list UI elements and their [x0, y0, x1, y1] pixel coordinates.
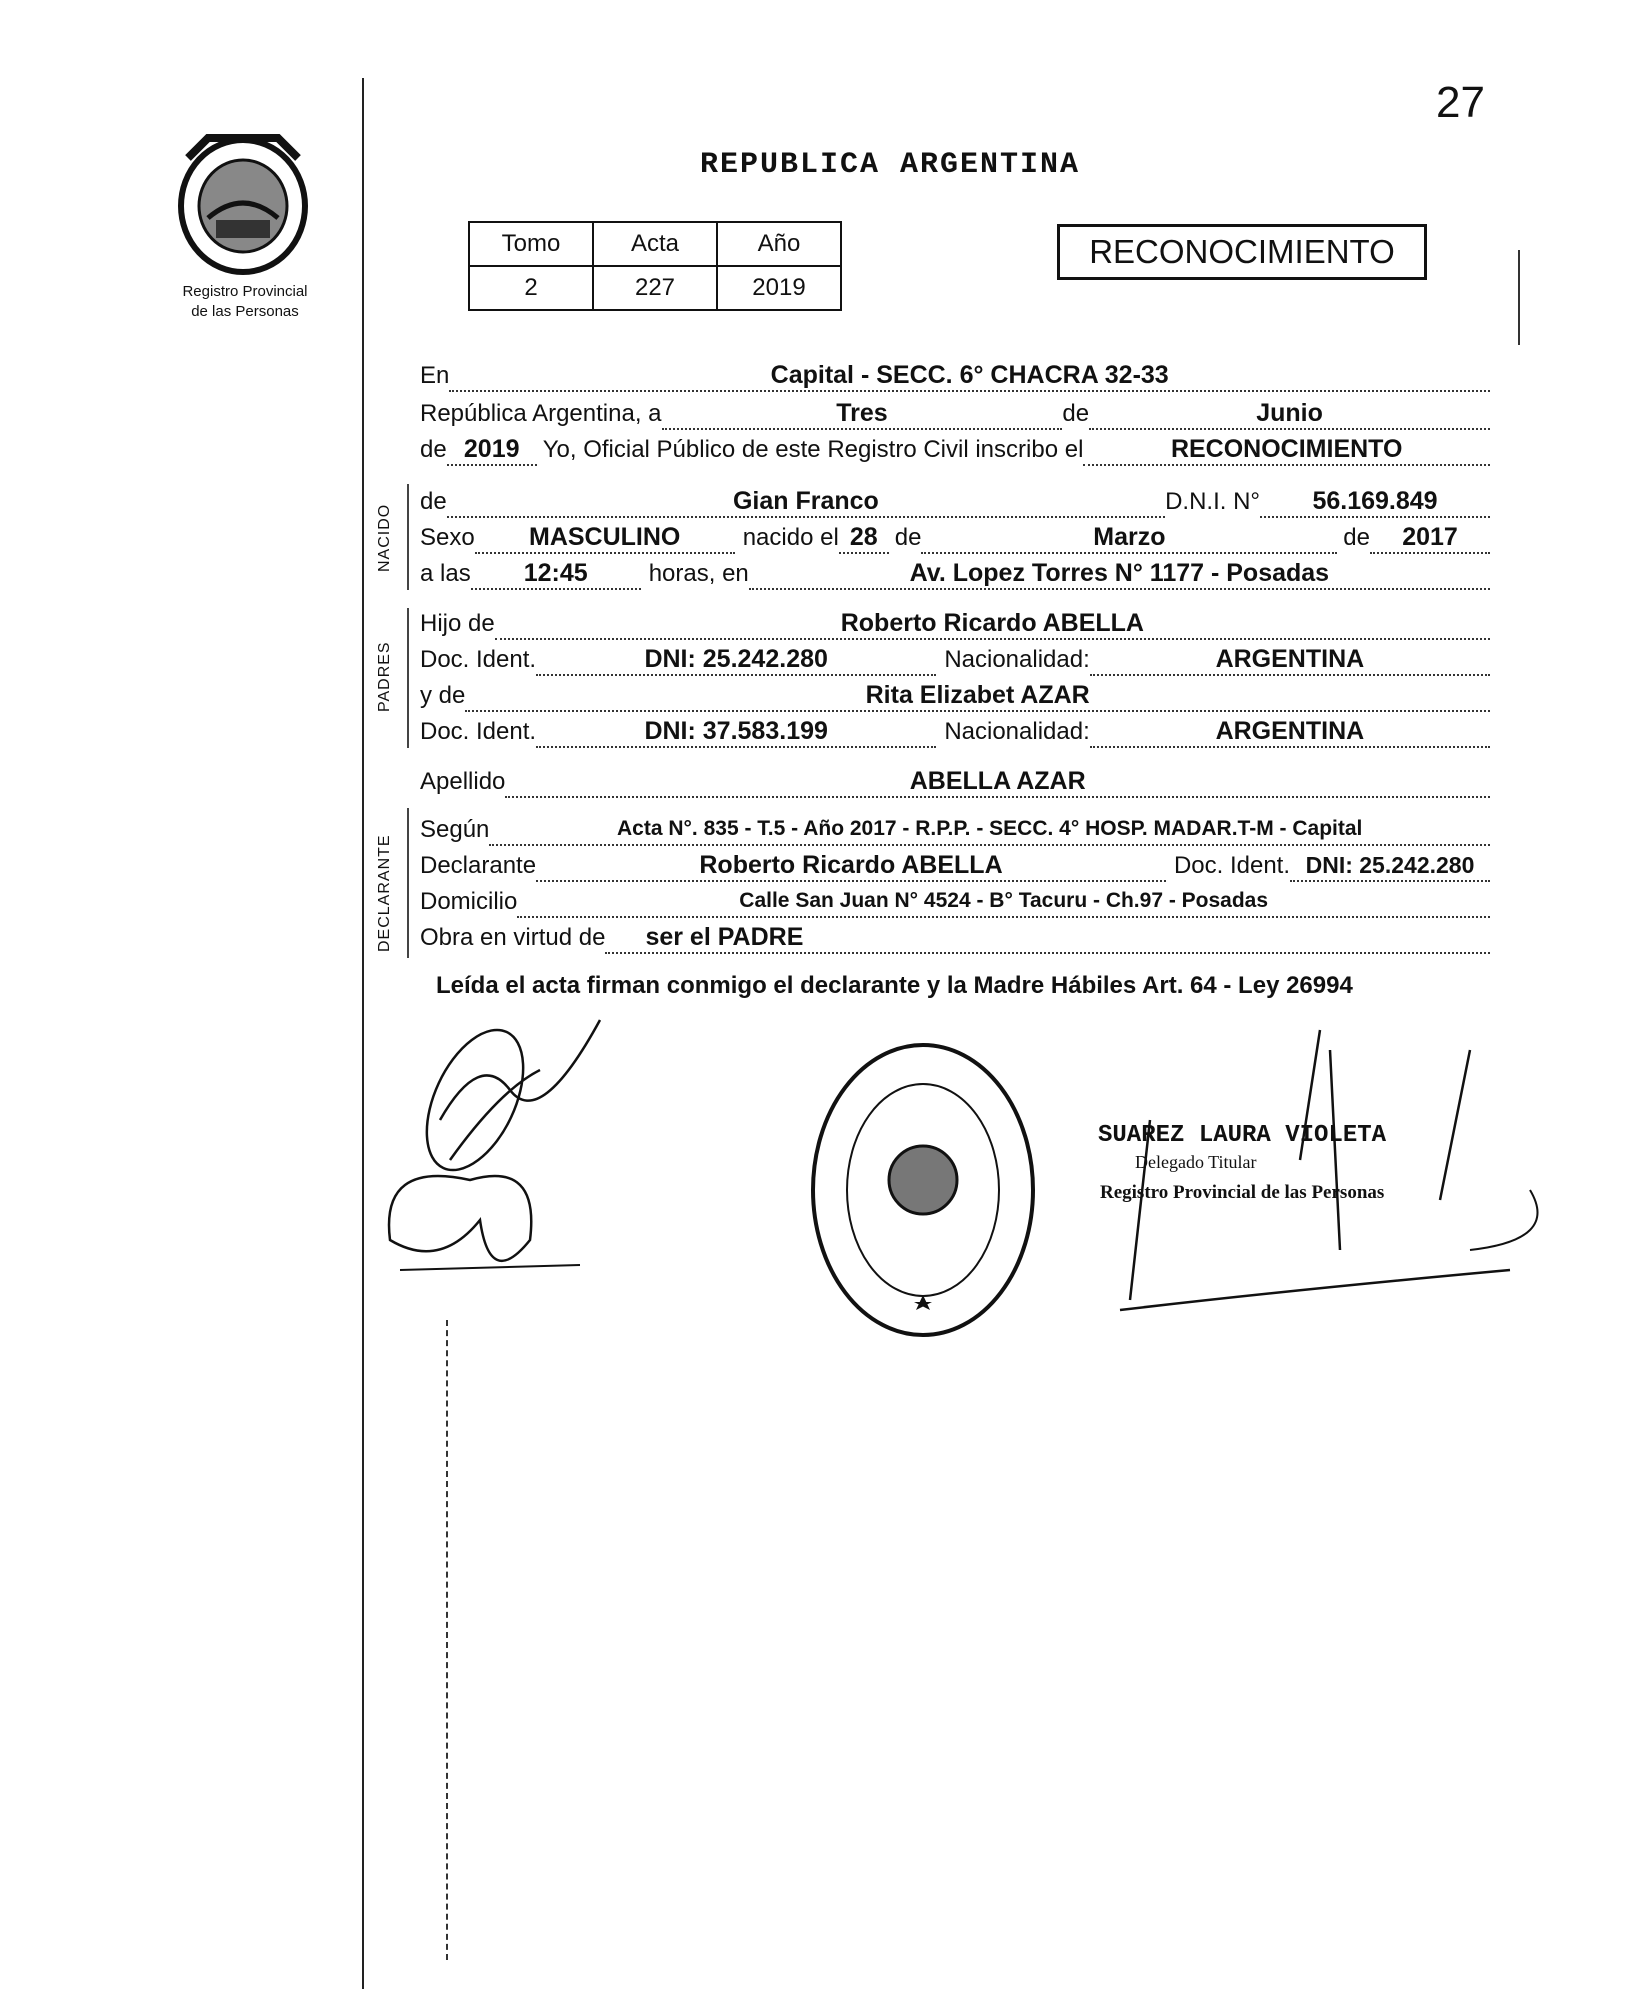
father-doc-value: DNI: 25.242.280: [536, 646, 936, 676]
en-value: Capital - SECC. 6° CHACRA 32-33: [449, 362, 1490, 392]
province-logo: [168, 128, 318, 278]
officer-role: Delegado Titular: [1135, 1152, 1257, 1172]
row-father-doc: [420, 644, 1490, 676]
yde-label: y de: [420, 682, 466, 709]
value-tomo: 2: [469, 266, 593, 310]
obra-value: ser el PADRE: [605, 924, 1490, 954]
declarant-signature: [380, 1010, 680, 1290]
segun-label: Según: [420, 816, 490, 843]
sexo-value: MASCULINO: [475, 524, 735, 554]
time-value: 12:45: [471, 560, 641, 590]
row-declarante: [420, 850, 1490, 882]
page-number: 27: [1436, 78, 1485, 127]
de-label: de: [1062, 400, 1090, 427]
value-ano: 2019: [717, 266, 841, 310]
row-father: [420, 608, 1490, 640]
margin-dashed-line: [446, 1320, 449, 1960]
declarante-doc-label: Doc. Ident.: [1173, 852, 1290, 879]
mother-nat-value: ARGENTINA: [1090, 718, 1490, 748]
officer-office: Registro Provincial de las Personas: [1100, 1182, 1385, 1203]
alas-label: a las: [420, 560, 471, 587]
side-label-nacido: NACIDO: [376, 503, 393, 572]
record-table: [468, 221, 842, 311]
header-ano: Año: [717, 222, 841, 266]
right-edge-line: [1518, 250, 1520, 345]
header-tomo: Tomo: [469, 222, 593, 266]
name-value: Gian Franco: [447, 488, 1165, 518]
segun-value: Acta N°. 835 - T.5 - Año 2017 - R.P.P. - SECC. 4° HOSP. MADAR.T-M - Capital: [489, 816, 1490, 846]
dni-label: D.N.I. N°: [1165, 488, 1260, 515]
row-mother: [420, 680, 1490, 712]
row-mother-doc: [420, 716, 1490, 748]
value-acta: 227: [593, 266, 717, 310]
apellido-label: Apellido: [420, 768, 506, 795]
de3-label: de: [420, 488, 447, 515]
row-sexo: [420, 522, 1490, 554]
de4-label: de: [894, 524, 922, 551]
day-value: Tres: [662, 400, 1063, 430]
month-value: Junio: [1089, 400, 1490, 430]
record-type-box: RECONOCIMIENTO: [1057, 224, 1427, 280]
row-domicilio: [420, 886, 1490, 918]
rep-label: República Argentina, a: [420, 400, 662, 427]
row-year: [420, 434, 1490, 466]
row-time: [420, 558, 1490, 590]
row-en: [420, 360, 1490, 392]
registry-name: [150, 282, 340, 322]
row-obra: [420, 922, 1490, 954]
father-doc-label: Doc. Ident.: [420, 646, 537, 673]
mother-value: Rita Elizabet AZAR: [465, 682, 1490, 712]
official-seal: [808, 1040, 1038, 1340]
place-value: Av. Lopez Torres N° 1177 - Posadas: [749, 560, 1490, 590]
registry-line2: de las Personas: [191, 303, 299, 320]
domicilio-label: Domicilio: [420, 888, 518, 915]
en-label: En: [420, 362, 450, 389]
declarante-doc-value: DNI: 25.242.280: [1290, 852, 1490, 882]
domicilio-value: Calle San Juan N° 4524 - B° Tacuru - Ch.97 - Posadas: [517, 888, 1490, 918]
declarante-label: Declarante: [420, 852, 537, 879]
year-value: 2019: [447, 436, 537, 466]
officer-name: SUAREZ LAURA VIOLETA: [1098, 1122, 1387, 1149]
horas-label: horas, en: [648, 560, 749, 587]
reading-statement: Leída el acta firman conmigo el declarante y la Madre Hábiles Art. 64 - Ley 26994: [436, 972, 1353, 999]
declarante-bracket: [407, 808, 409, 958]
row-name: [420, 486, 1490, 518]
padres-bracket: [407, 608, 409, 748]
row-apellido: [420, 766, 1490, 798]
de2-label: de: [420, 436, 447, 463]
hijo-label: Hijo de: [420, 610, 495, 637]
sexo-label: Sexo: [420, 524, 475, 551]
header-acta: Acta: [593, 222, 717, 266]
inscribo-value: RECONOCIMIENTO: [1083, 436, 1490, 466]
birth-year-value: 2017: [1370, 524, 1490, 554]
nacido-label: nacido el: [742, 524, 839, 551]
registry-line1: Registro Provincial: [182, 283, 308, 300]
father-value: Roberto Ricardo ABELLA: [495, 610, 1490, 640]
side-label-declarante: DECLARANTE: [376, 834, 393, 952]
row-segun: [420, 814, 1490, 846]
mother-doc-label: Doc. Ident.: [420, 718, 537, 745]
father-nat-label: Nacionalidad:: [944, 646, 1090, 673]
row-date: [420, 398, 1490, 430]
mother-doc-value: DNI: 37.583.199: [536, 718, 936, 748]
birth-day-value: 28: [839, 524, 889, 554]
dni-value: 56.169.849: [1260, 488, 1490, 518]
declarante-value: Roberto Ricardo ABELLA: [536, 852, 1166, 882]
nacido-bracket: [407, 484, 409, 590]
yo-text: Yo, Oficial Público de este Registro Civil inscribo el: [542, 436, 1084, 463]
side-label-padres: PADRES: [376, 641, 393, 712]
de5-label: de: [1343, 524, 1370, 551]
margin-line: [362, 78, 364, 1989]
mother-nat-label: Nacionalidad:: [944, 718, 1090, 745]
birth-month-value: Marzo: [921, 524, 1337, 554]
obra-label: Obra en virtud de: [420, 924, 606, 951]
apellido-value: ABELLA AZAR: [505, 768, 1490, 798]
document-title: REPUBLICA ARGENTINA: [700, 148, 1081, 182]
father-nat-value: ARGENTINA: [1090, 646, 1490, 676]
